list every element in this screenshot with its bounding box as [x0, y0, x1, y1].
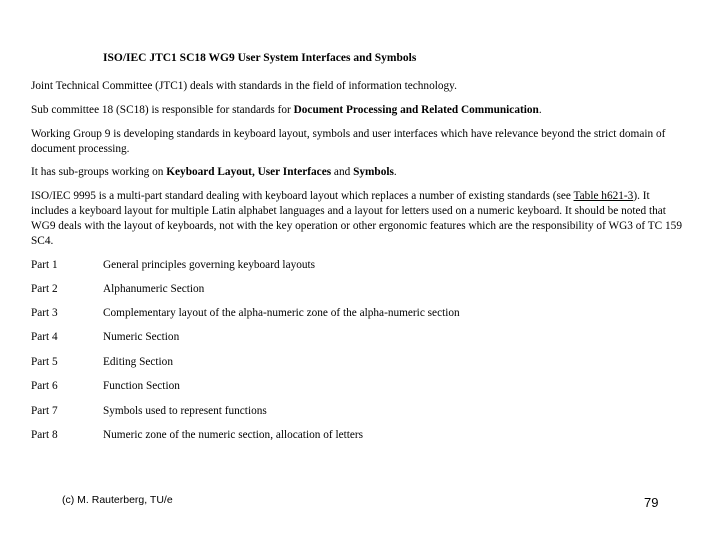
table-link[interactable]: Table h621-3 [573, 190, 634, 202]
and-text: and [331, 166, 354, 178]
part-number: Part 3 [31, 307, 58, 319]
part-description: Function Section [103, 380, 180, 392]
paragraph-subgroups-text: It has sub-groups working on [31, 166, 167, 178]
paragraph-wg9: Working Group 9 is developing standards in keyboard layout, symbols and user interfaces which have relevance beyond the strict domain of document processing. [31, 128, 666, 155]
part-description: General principles governing keyboard layouts [103, 259, 316, 271]
paragraph-subgroups-end: . [393, 166, 397, 178]
part-description: Numeric Section [103, 331, 180, 343]
paragraph-sc18-end: . [538, 104, 542, 116]
page-title: ISO/IEC JTC1 SC18 WG9 User System Interfaces and Symbols [103, 52, 417, 64]
part-number: Part 6 [31, 380, 58, 392]
paragraph-sc18 [31, 103, 686, 118]
paragraph-jtc1: Joint Technical Committee (JTC1) deals with standards in the field of information technology. [31, 80, 457, 92]
part-description: Complementary layout of the alpha-numeric zone of the alpha-numeric section [103, 307, 460, 319]
symbols-bold: Symbols [353, 166, 394, 178]
part-number: Part 5 [31, 356, 58, 368]
keyboard-layout-bold: Keyboard Layout [166, 166, 252, 178]
part-number: Part 4 [31, 331, 58, 343]
paragraph-iso9995-text: ISO/IEC 9995 is a multi-part standard dealing with keyboard layout which replaces a number of existing standards (see [31, 190, 574, 202]
part-number: Part 1 [31, 259, 58, 271]
part-description: Symbols used to represent functions [103, 405, 267, 417]
part-description: Numeric zone of the numeric section, allocation of letters [103, 429, 364, 441]
paragraph-iso9995 [31, 189, 686, 249]
part-description: Alphanumeric Section [103, 283, 205, 295]
paragraph-subgroups [31, 165, 686, 180]
part-description: Editing Section [103, 356, 173, 368]
paragraph-sc18-text: Sub committee 18 (SC18) is responsible for standards for [31, 104, 294, 116]
comma-bold: , [251, 166, 258, 178]
footer-author: (c) M. Rauterberg, TU/e [62, 494, 173, 506]
part-number: Part 7 [31, 405, 58, 417]
part-number: Part 8 [31, 429, 58, 441]
paragraph-sc18-bold: Document Processing and Related Communication [293, 104, 539, 116]
user-interfaces-bold: User Interfaces [257, 166, 332, 178]
page-number: 79 [644, 495, 659, 510]
part-number: Part 2 [31, 283, 58, 295]
paragraph-iso9995-rest: ). It includes a keyboard layout for multiple Latin alphabet languages and a layout for letters used on a numeric keyboard. It should be noted that WG9 deals with the layout of keyboards, not with the key operation or other ergonomic features which are the responsibility of WG3 of TC 159 SC4. [31, 190, 682, 247]
